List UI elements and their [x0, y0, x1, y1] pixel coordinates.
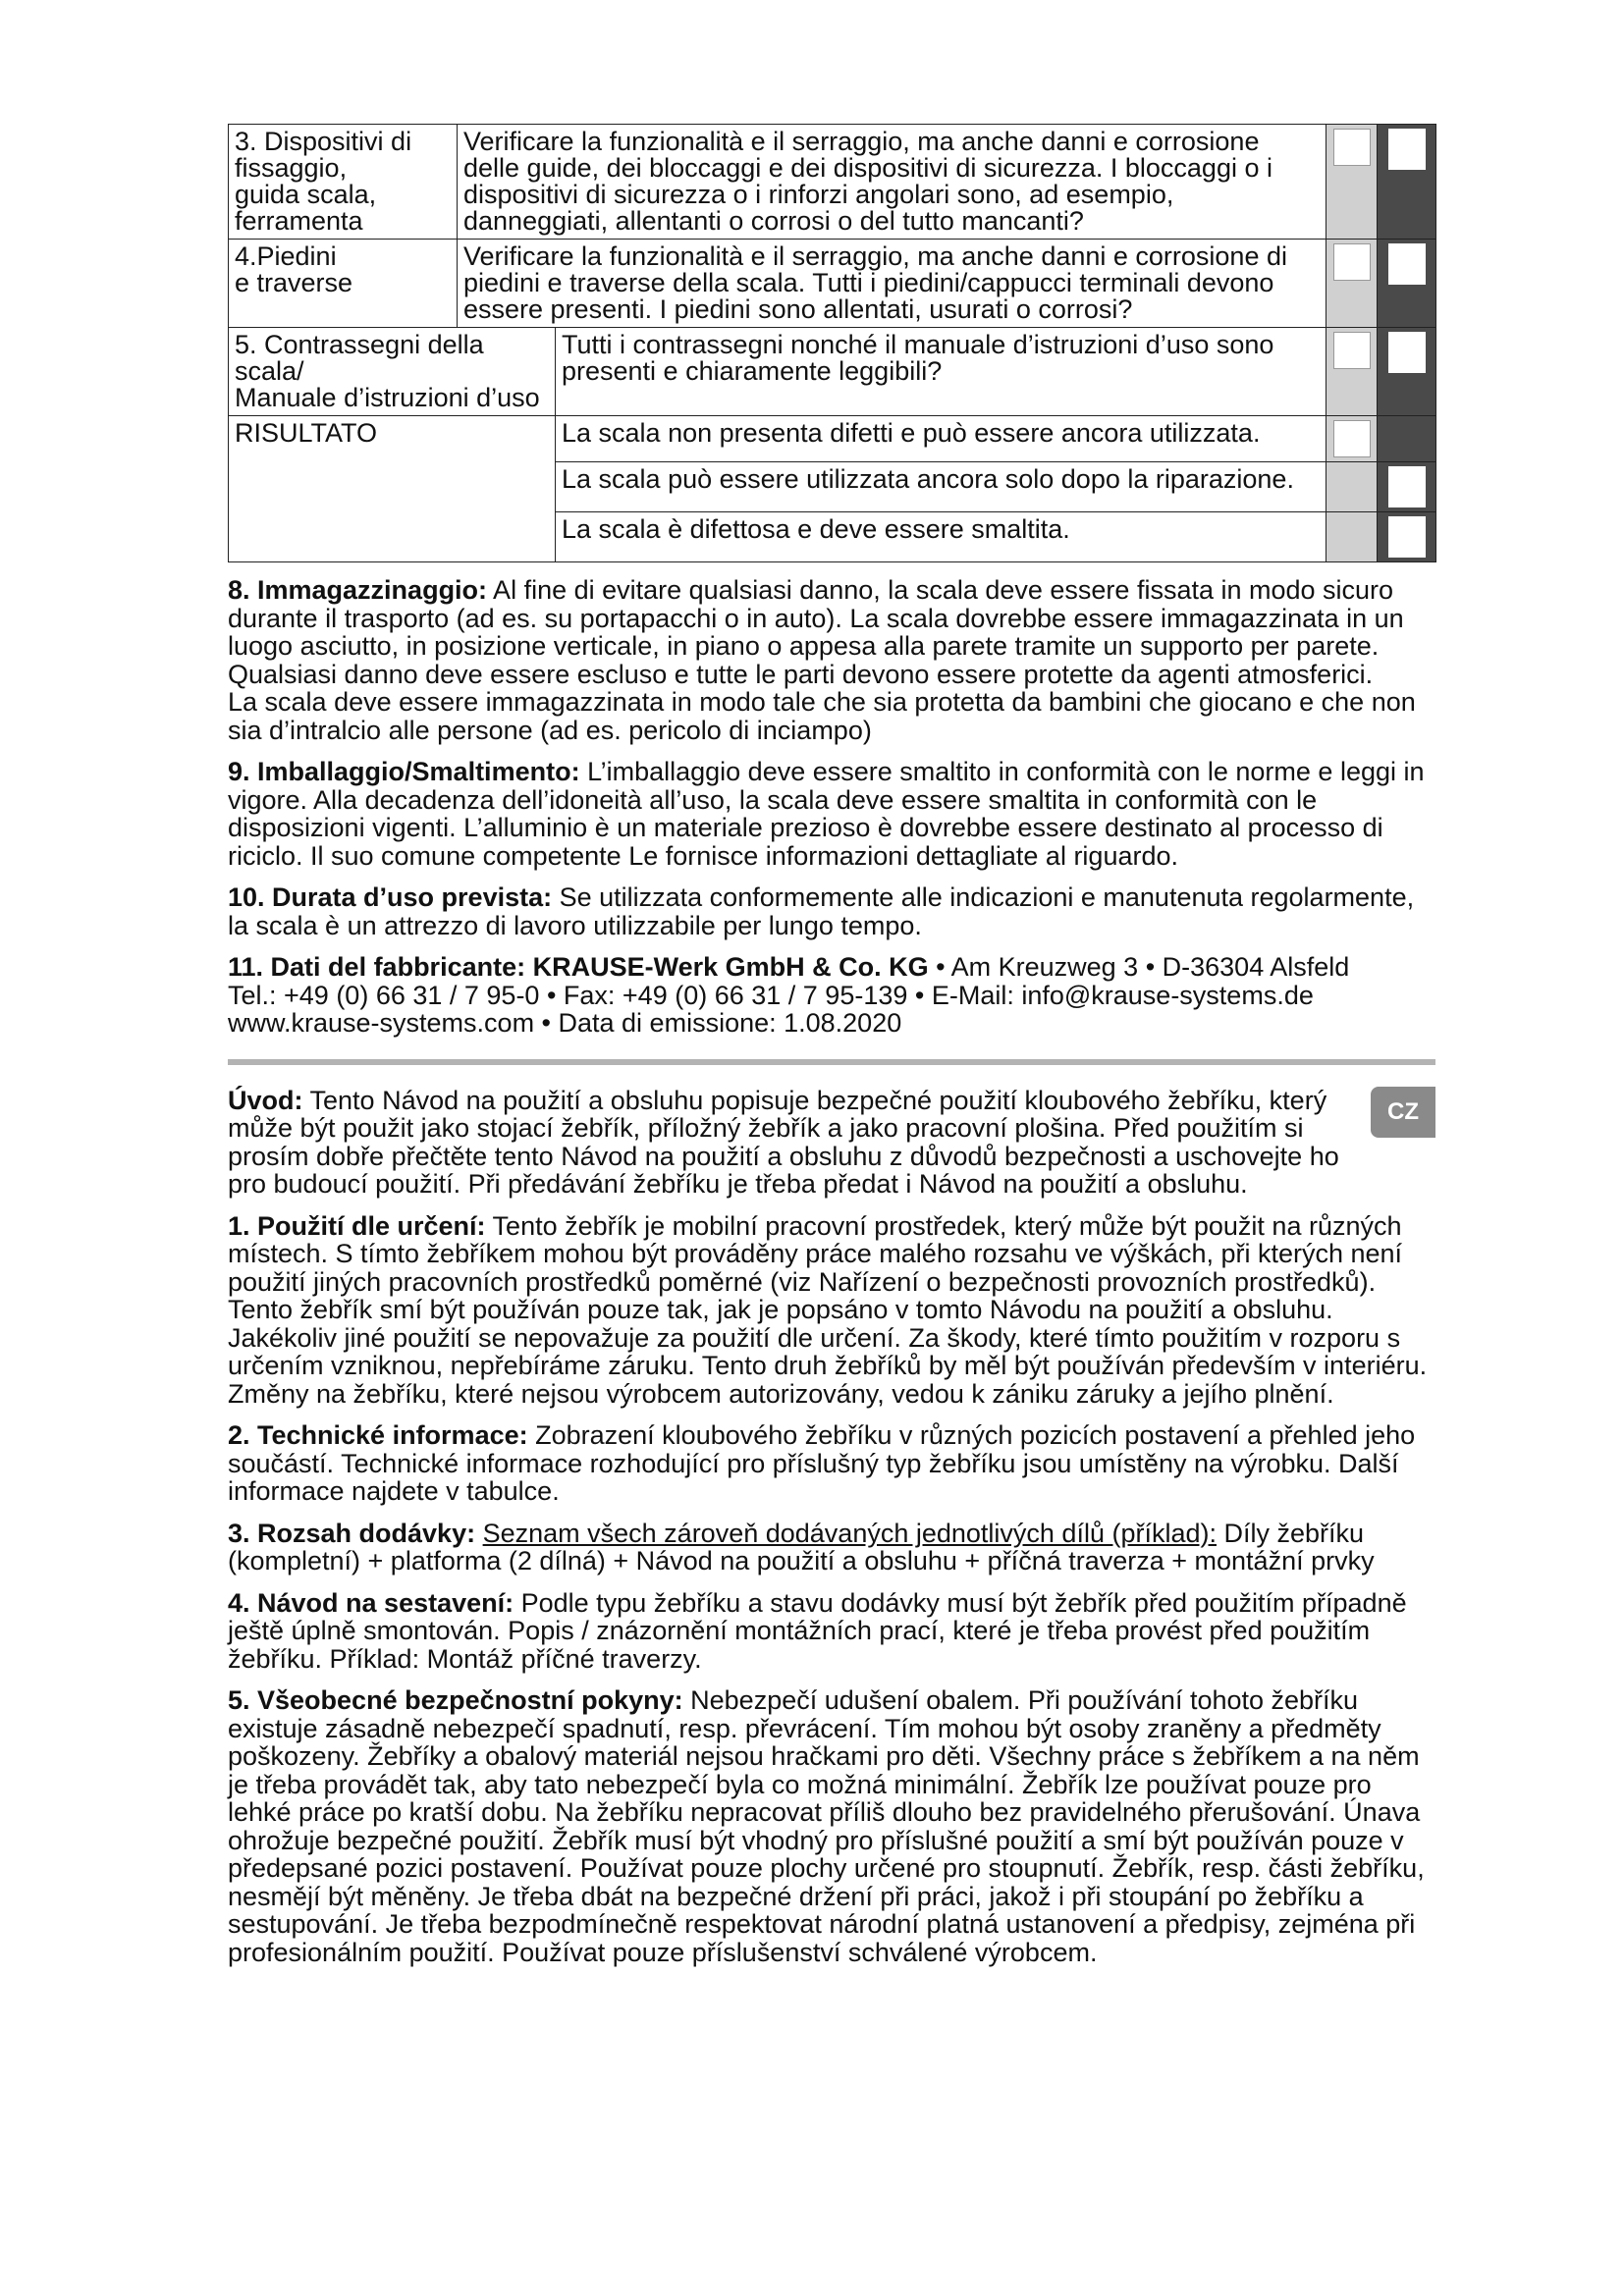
ok-checkbox[interactable]	[1326, 240, 1378, 328]
section-lifetime: 10. Durata d’uso prevista: Se utilizzata conformemente alle indicazioni e manutenuta regolarmente, la scala è un attrezzo di lavoro utilizzabile per lungo tempo.	[228, 882, 1415, 940]
result-option: La scala può essere utilizzata ancora solo dopo la riparazione.	[556, 462, 1326, 512]
row-text: Tutti i contrassegni nonché il manuale d’istruzioni d’uso sono presenti e chiaramente leggibili?	[556, 328, 1326, 416]
row-label: 5. Contrassegni della scala/ Manuale d’istruzioni d’uso	[229, 328, 556, 416]
czech-sections	[228, 1087, 1435, 1967]
section-safety: 5. Všeobecné bezpečnostní pokyny: Nebezpečí udušení obalem. Při používání tohoto žebříku existuje zásadně nebezpečí spadnutí, resp. převrácení. Tím mohou být osoby zraněny a předměty poškozeny. Žebříky a obalový materiál nejsou hračkami pro děti. Všechny práce s žebříkem a na něm je třeba provádět tak, aby tato nebezpečí byla co možná minimální. Žebřík lze používat pouze pro lehké práce po kratší dobu. Na žebříku nepracovat příliš dlouho bez pravidelného přerušování. Únava ohrožuje bezpečné použití. Žebřík musí být vhodný pro příslušné použití a smí být používán pouze v předepsané pozici postavení. Používat pouze plochy určené pro stoupnutí. Žebřík, resp. části žebříku, nesmějí být měněny. Je třeba dbát na bezpečné držení při práci, jakož i při stoupání po žebříku a sestupování. Je třeba bezpodmínečně respektovat národní platná ustanovení a předpisy, zejména při profesionálním použití. Používat pouze příslušenství schválené výrobcem.	[228, 1685, 1425, 1967]
section-intro: Úvod: Tento Návod na použití a obsluhu popisuje bezpečné použití kloubového žebříku, který může být použit jako stojací žebřík, příložný žebřík a jako pracovní plošina. Před použitím si prosím dobře přečtěte tento Návod na použití a obsluhu z důvodů bezpečnosti a uschovejte ho pro budoucí použití. Při předávání žebříku je třeba předat i Návod na použití a obsluhu.	[228, 1085, 1339, 1199]
italian-sections	[228, 576, 1435, 1038]
ok-checkbox[interactable]	[1326, 416, 1378, 462]
section-packaging: 9. Imballaggio/Smaltimento: L’imballaggio deve essere smaltito in conformità con le norme e leggi in vigore. Alla decadenza dell’idoneità all’uso, la scala deve essere smaltita in conformità con le disposizioni vigenti. L’alluminio è un materiale prezioso è dovrebbe essere destinato al processo di riciclo. Il suo comune competente Le fornisce informazioni dettagliate al riguardo.	[228, 757, 1425, 871]
table-row	[229, 328, 1436, 416]
ok-checkbox[interactable]	[1326, 125, 1378, 240]
section-delivery-scope: 3. Rozsah dodávky: Seznam všech zároveň dodávaných jednotlivých dílů (příklad): Díly žebříku (kompletní) + platforma (2 dílná) + Návod na použití a obsluhu + příčná traverza + montážní prvky	[228, 1518, 1375, 1575]
row-text: Verificare la funzionalità e il serraggio, ma anche danni e corrosione di piedini e traverse della scala. Tutti i piedini/cappucci terminali devono essere presenti. I piedini sono allentati, usurati o corrosi?	[458, 240, 1326, 328]
section-technical-info: 2. Technické informace: Zobrazení kloubového žebříku v různých pozicích postavení a přehled jeho součástí. Technické informace rozhodující pro příslušný typ žebříku jsou umístěny na výrobku. Další informace najdete v tabulce.	[228, 1420, 1416, 1506]
page	[228, 124, 1435, 1980]
section-manufacturer: 11. Dati del fabbricante: KRAUSE-Werk GmbH & Co. KG • Am Kreuzweg 3 • D-36304 Alsfeld Tel.: +49 (0) 66 31 / 7 95-0 • Fax: +49 (0) 66 31 / 7 95-139 • E-Mail: info@krause-systems.de www.krause-systems.com • Data di emissione: 1.08.2020	[228, 952, 1350, 1038]
defect-checkbox[interactable]	[1378, 462, 1436, 512]
defect-checkbox[interactable]	[1378, 512, 1436, 562]
defect-checkbox[interactable]	[1378, 125, 1436, 240]
row-label: 4.Piedini e traverse	[229, 240, 458, 328]
section-assembly: 4. Návod na sestavení: Podle typu žebříku a stavu dodávky musí být žebřík před použitím případně ještě úplně smontován. Popis / znázornění montážních prací, které je třeba provést před použitím žebříku. Příklad: Montáž příčné traverzy.	[228, 1587, 1407, 1674]
result-row	[229, 416, 1436, 462]
language-badge-cz: CZ	[1371, 1087, 1435, 1138]
result-option: La scala è difettosa e deve essere smaltita.	[556, 512, 1326, 562]
table-row	[229, 125, 1436, 240]
result-label: RISULTATO	[229, 416, 556, 562]
defect-box	[1378, 416, 1436, 462]
section-divider	[228, 1059, 1435, 1065]
ok-box	[1326, 462, 1378, 512]
row-text: Verificare la funzionalità e il serraggio, ma anche danni e corrosione delle guide, dei bloccaggi e dei dispositivi di sicurezza. I bloccaggi o i dispositivi di sicurezza o i rinforzi angolari sono, ad esempio, danneggiati, allentanti o corrosi o del tutto mancanti?	[458, 125, 1326, 240]
row-label: 3. Dispositivi di fissaggio, guida scala, ferramenta	[229, 125, 458, 240]
inspection-table	[228, 124, 1436, 562]
section-storage: 8. Immagazzinaggio: Al fine di evitare qualsiasi danno, la scala deve essere fissata in modo sicuro durante il trasporto (ad es. su portapacchi o in auto). La scala dovrebbe essere immagazzinata in un luogo asciutto, in posizione verticale, in piano o appesa alla parete tramite un supporto per parete. Qualsiasi danno deve essere escluso e tutte le parti devono essere protette da agenti atmosferici. La scala deve essere immagazzinata in modo tale che sia protetta da bambini che giocano e che non sia d’intralcio alle persone (ad es. pericolo di inciampo)	[228, 575, 1416, 745]
defect-checkbox[interactable]	[1378, 328, 1436, 416]
ok-box	[1326, 512, 1378, 562]
ok-checkbox[interactable]	[1326, 328, 1378, 416]
table-row	[229, 240, 1436, 328]
section-intended-use: 1. Použití dle určení: Tento žebřík je mobilní pracovní prostředek, který může být použit na různých místech. S tímto žebříkem mohou být prováděny práce malého rozsahu ve výškách, při kterých není použití jiných pracovních prostředků poměrné (viz Nařízení o bezpečnosti provozních prostředků). Tento žebřík smí být používán pouze tak, jak je popsáno v tomto Návodu na použití a obsluhu. Jakékoliv jiné použití se nepovažuje za použití dle určení. Za škody, které tímto použitím v rozporu s určením vzniknou, nepřebíráme záruku. Tento druh žebříků by měl být používán především v interiéru. Změny na žebříku, které nejsou výrobcem autorizovány, vedou k zániku záruky a jejího plnění.	[228, 1210, 1428, 1409]
cz-intro-wrap	[228, 1087, 1435, 1199]
result-option: La scala non presenta difetti e può essere ancora utilizzata.	[556, 416, 1326, 462]
defect-checkbox[interactable]	[1378, 240, 1436, 328]
